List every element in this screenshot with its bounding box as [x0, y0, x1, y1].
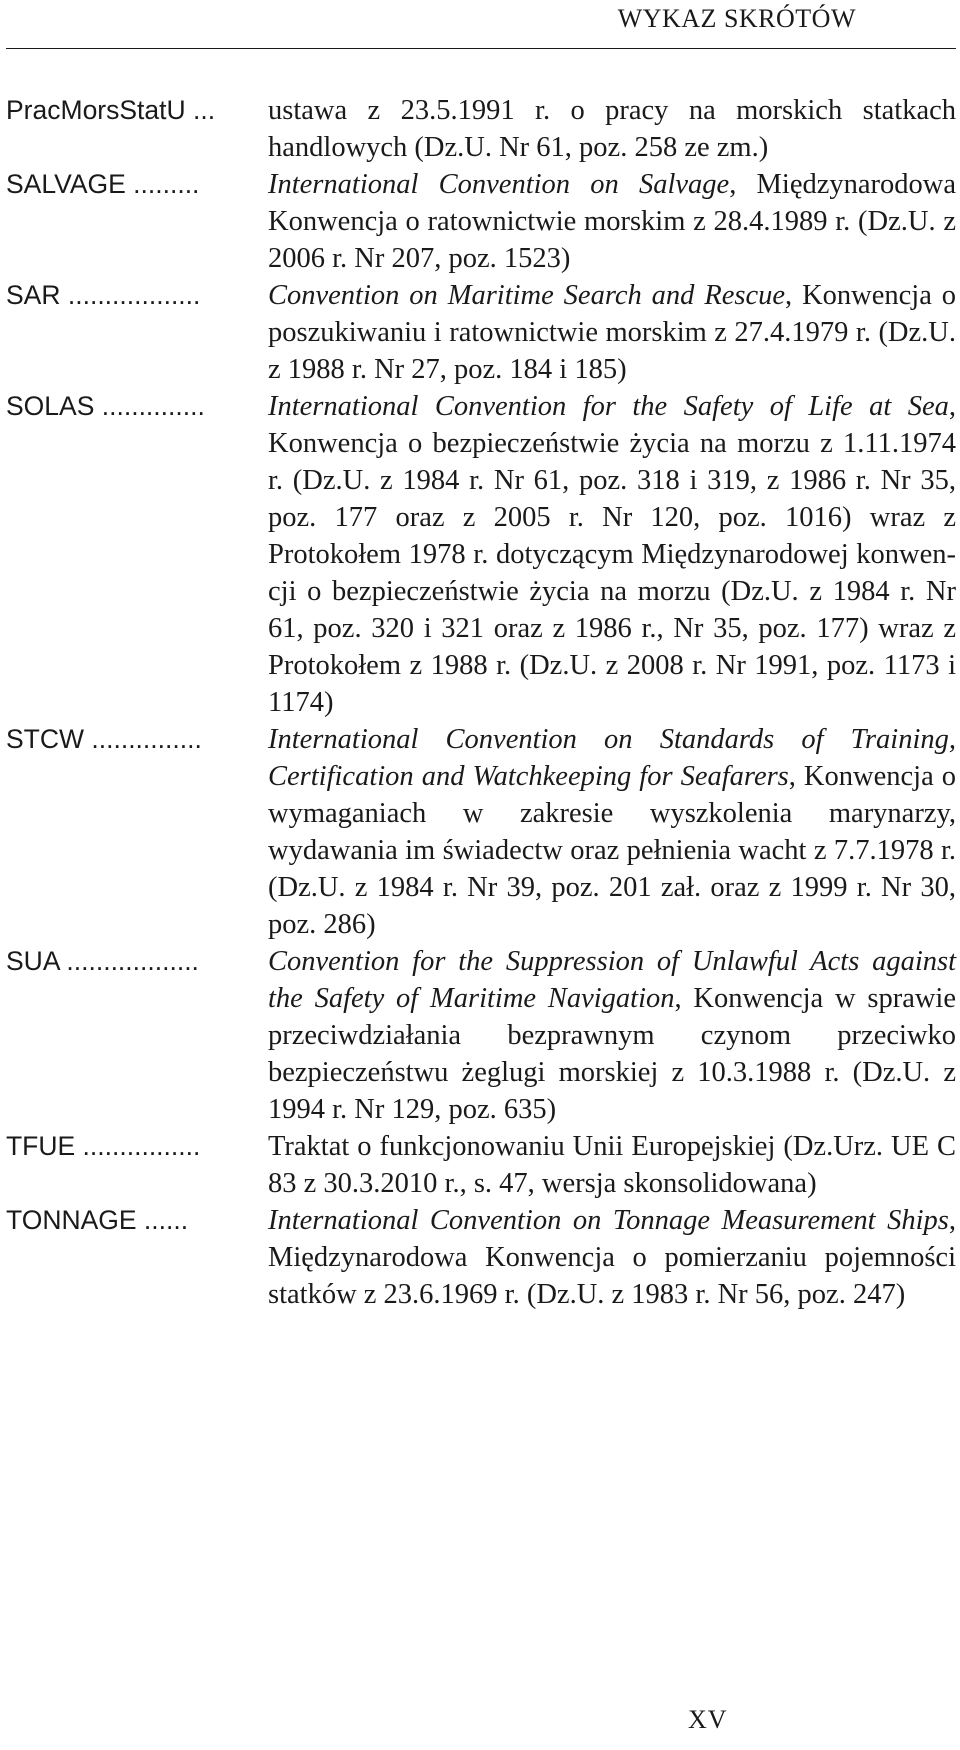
abbreviation-label: SOLAS [6, 391, 95, 421]
leader-dots: .............. [94, 391, 205, 421]
leader-dots: .................. [59, 946, 199, 976]
abbreviation-entry [6, 943, 956, 1128]
description-title-italic: International Convention for the Safety of Life at Sea [268, 391, 949, 422]
abbreviation-entry [6, 1202, 956, 1313]
abbreviation-description [268, 721, 956, 943]
abbreviation-entry [6, 277, 956, 388]
description-title-italic: International Convention on Standards of Training, Certification and Watchkeeping for Seafarers [268, 724, 956, 792]
abbreviation-entry [6, 166, 956, 277]
abbreviation-entry [6, 1128, 956, 1202]
description-text: , Międzynarodowa Konwencja o pomierzaniu pojemności statków z 23.6.1969 r. (Dz.U. z 1983 r. Nr 56, poz. 247) [268, 1205, 956, 1310]
description-title-italic: International Convention on Salvage [268, 169, 730, 200]
description-text: ustawa z 23.5.1991 r. o pracy na morskich statkach handlowych (Dz.U. Nr 61, poz. 258 ze zm.) [268, 95, 956, 163]
abbreviation-description [268, 166, 956, 277]
description-text: , Konwencja o poszukiwaniu i ratownictwie morskim z 27.4.1979 r. (Dz.U. z 1988 r. Nr 27, poz. 184 i 185) [268, 280, 956, 385]
description-text: , Konwencja o bezpieczeństwie życia na morzu z 1.11.1974 r. (Dz.U. z 1984 r. Nr 61, poz. 318 i 319, z 1986 r. Nr 35, poz. 177 oraz z 2005 r. Nr 120, poz. 1016) wraz z Protokołem 1978 r. dotyczącym Międzynarodowej konwencji o bezpieczeństwie życia na morzu (Dz.U. z 1984 r. Nr 61, poz. 320 i 321 oraz z 1986 r., Nr 35, poz. 177) wraz z Protokołem z 1988 r. (Dz.U. z 2008 r. Nr 1991, poz. 1173 i 1174) [268, 391, 956, 718]
abbreviation-description [268, 943, 956, 1128]
description-title-italic: Convention for the Suppression of Unlawful Acts against the Safety of Maritime Navigation [268, 946, 956, 1014]
description-title-italic: Convention on Maritime Search and Rescue [268, 280, 786, 311]
abbreviation-description [268, 92, 956, 166]
abbreviation-entry [6, 92, 956, 166]
abbreviation-term [6, 721, 268, 758]
abbreviation-term [6, 277, 268, 314]
leader-dots: ... [185, 95, 216, 125]
abbreviation-label: SALVAGE [6, 169, 126, 199]
abbreviation-term [6, 166, 268, 203]
abbreviation-label: TFUE [6, 1131, 76, 1161]
abbreviation-description [268, 277, 956, 388]
abbreviation-label: TONNAGE [6, 1205, 137, 1235]
description-text: , Konwencja o wymaganiach w zakresie wyszkolenia marynarzy, wydawania im świadectw oraz pełnienia wacht z 7.7.1978 r. (Dz.U. z 1984 r. Nr 39, poz. 201 zał. oraz z 1999 r. Nr 30, poz. 286) [268, 761, 956, 940]
abbreviation-term [6, 943, 268, 980]
abbreviation-term [6, 388, 268, 425]
abbreviation-term [6, 1202, 268, 1239]
leader-dots: ...... [136, 1205, 189, 1235]
abbreviation-entry [6, 721, 956, 943]
leader-dots: .................. [60, 280, 201, 310]
abbreviation-term [6, 92, 268, 129]
description-title-italic: International Convention on Tonnage Measurement Ships [268, 1205, 949, 1236]
abbreviation-description [268, 388, 956, 721]
description-text: , Międzynarodowa Konwencja o ratownictwie morskim z 28.4.1989 r. (Dz.U. z 2006 r. Nr 207, poz. 1523) [268, 169, 956, 274]
abbreviations-list [6, 92, 956, 1313]
abbreviation-label: SAR [6, 280, 61, 310]
header-divider [6, 48, 956, 49]
abbreviation-description [268, 1202, 956, 1313]
abbreviation-term [6, 1128, 268, 1165]
leader-dots: ......... [125, 169, 200, 199]
running-header-title: WYKAZ SKRÓTÓW [617, 4, 856, 33]
leader-dots: ............... [84, 724, 202, 754]
abbreviation-label: SUA [6, 946, 60, 976]
page-number: XV [688, 1705, 728, 1734]
abbreviation-label: STCW [6, 724, 85, 754]
abbreviation-description [268, 1128, 956, 1202]
abbreviation-label: PracMorsStatU [6, 95, 186, 125]
abbreviation-entry [6, 388, 956, 721]
description-text: Traktat o funkcjonowaniu Unii Europejskiej (Dz.Urz. UE C 83 z 30.3.2010 r., s. 47, wersja skonsolidowana) [268, 1131, 956, 1199]
description-text: , Konwencja w sprawie przeciwdziałania bezprawnym czynom przeciwko bezpieczeństwu żeglugi morskiej z 10.3.1988 r. (Dz.U. z 1994 r. Nr 129, poz. 635) [268, 983, 956, 1125]
leader-dots: ................ [75, 1131, 201, 1161]
